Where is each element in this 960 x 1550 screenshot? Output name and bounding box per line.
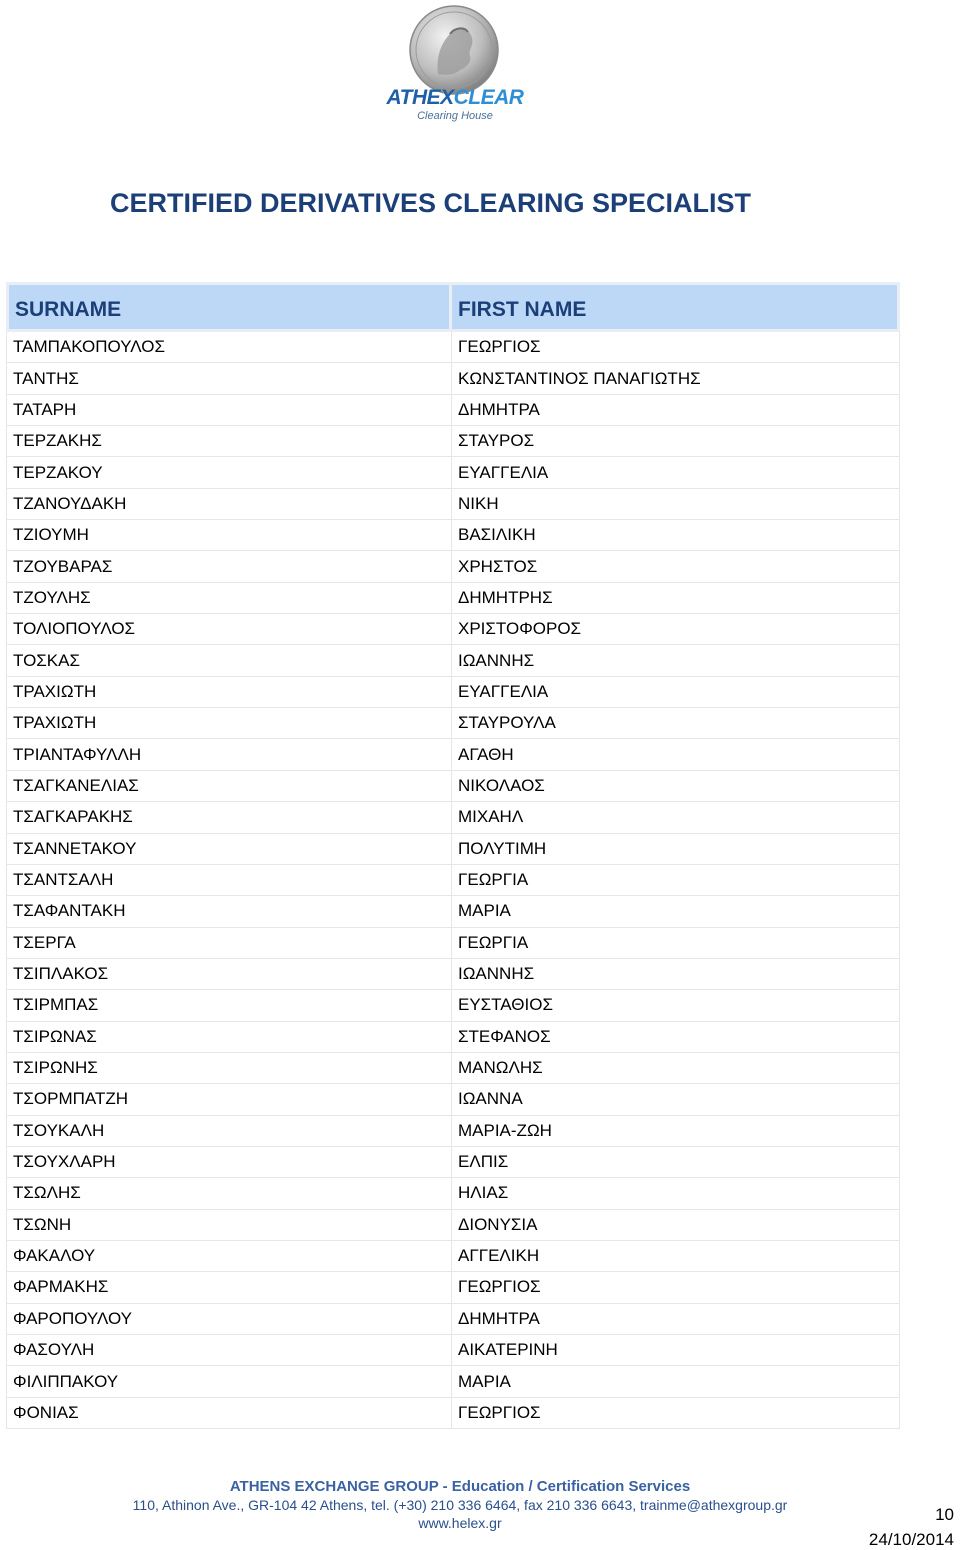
first-name-cell: ΓΕΩΡΓΙΟΣ [452, 332, 900, 363]
logo-word-clear: CLEAR [453, 86, 524, 109]
table-row [6, 363, 900, 394]
table-row [6, 1178, 900, 1209]
surname-cell: ΤΣΟΥΧΛΑΡΗ [6, 1147, 452, 1178]
table-body [6, 332, 900, 1429]
page-number: 10 [935, 1505, 954, 1524]
first-name-cell: ΜΙΧΑΗΛ [452, 802, 900, 833]
surname-cell: ΤΣΑΓΚΑΡΑΚΗΣ [6, 802, 452, 833]
first-name-cell: ΔΗΜΗΤΡΑ [452, 1304, 900, 1335]
surname-cell: ΤΑΤΑΡΗ [6, 395, 452, 426]
coin-emblem-icon [408, 4, 500, 96]
surname-cell: ΤΣΕΡΓΑ [6, 928, 452, 959]
first-name-cell: ΕΛΠΙΣ [452, 1147, 900, 1178]
first-name-cell: ΓΕΩΡΓΙΑ [452, 865, 900, 896]
first-name-cell: ΧΡΗΣΤΟΣ [452, 551, 900, 582]
first-name-cell: ΔΗΜΗΤΡΑ [452, 395, 900, 426]
table-row [6, 865, 900, 896]
table-row [6, 896, 900, 927]
surname-cell: ΤΡΙΑΝΤΑΦΥΛΛΗ [6, 739, 452, 770]
table-row [6, 1210, 900, 1241]
column-header-surname: SURNAME [6, 282, 452, 332]
surname-cell: ΦΙΛΙΠΠΑΚΟΥ [6, 1366, 452, 1397]
table-row [6, 1022, 900, 1053]
footer-org-line: ATHENS EXCHANGE GROUP - Education / Certification Services [229, 1478, 691, 1495]
logo-word-athex: ATHEX [386, 86, 454, 109]
surname-cell: ΤΟΛΙΟΠΟΥΛΟΣ [6, 614, 452, 645]
first-name-cell: ΝΙΚΗ [452, 489, 900, 520]
surname-cell: ΤΣΩΛΗΣ [6, 1178, 452, 1209]
surname-cell: ΤΣΩΝΗ [6, 1210, 452, 1241]
surname-cell: ΤΖΑΝΟΥΔΑΚΗ [6, 489, 452, 520]
footer-address-line: 110, Athinon Ave., GR-104 42 Athens, tel. (+30) 210 336 6464, fax 210 336 6643, trainme@athexgroup.gr [132, 1497, 788, 1513]
table-row [6, 1053, 900, 1084]
table-row [6, 1335, 900, 1366]
table-row [6, 959, 900, 990]
surname-cell: ΦΑΡΜΑΚΗΣ [6, 1272, 452, 1303]
first-name-cell: ΜΑΡΙΑ-ΖΩΗ [452, 1116, 900, 1147]
table-row [6, 677, 900, 708]
first-name-cell: ΙΩΑΝΝΗΣ [452, 959, 900, 990]
page-date: 24/10/2014 [868, 1530, 954, 1549]
table-row [6, 990, 900, 1021]
first-name-cell: ΣΤΑΥΡΟΣ [452, 426, 900, 457]
surname-cell: ΤΣΑΝΝΕΤΑΚΟΥ [6, 834, 452, 865]
surname-cell: ΤΖΟΥΛΗΣ [6, 583, 452, 614]
table-row [6, 771, 900, 802]
athexclear-logo [380, 4, 530, 124]
surname-cell: ΤΟΣΚΑΣ [6, 645, 452, 676]
table-row [6, 520, 900, 551]
first-name-cell: ΜΑΝΩΛΗΣ [452, 1053, 900, 1084]
table-row [6, 614, 900, 645]
table-row [6, 708, 900, 739]
surname-cell: ΤΡΑΧΙΩΤΗ [6, 677, 452, 708]
first-name-cell: ΜΑΡΙΑ [452, 1366, 900, 1397]
first-name-cell: ΗΛΙΑΣ [452, 1178, 900, 1209]
surname-cell: ΤΕΡΖΑΚΟΥ [6, 457, 452, 488]
surname-cell: ΤΡΑΧΙΩΤΗ [6, 708, 452, 739]
table-row [6, 1116, 900, 1147]
table-row [6, 551, 900, 582]
first-name-cell: ΑΙΚΑΤΕΡΙΝΗ [452, 1335, 900, 1366]
surname-cell: ΤΑΝΤΗΣ [6, 363, 452, 394]
surname-cell: ΦΟΝΙΑΣ [6, 1398, 452, 1429]
table-row [6, 1272, 900, 1303]
first-name-cell: ΙΩΑΝΝΑ [452, 1084, 900, 1115]
surname-cell: ΤΣΑΦΑΝΤΑΚΗ [6, 896, 452, 927]
surname-cell: ΦΑΣΟΥΛΗ [6, 1335, 452, 1366]
first-name-cell: ΕΥΑΓΓΕΛΙΑ [452, 457, 900, 488]
surname-cell: ΤΣΙΠΛΑΚΟΣ [6, 959, 452, 990]
first-name-cell: ΧΡΙΣΤΟΦΟΡΟΣ [452, 614, 900, 645]
footer-website: www.helex.gr [418, 1515, 502, 1531]
surname-cell: ΤΣΙΡΩΝΗΣ [6, 1053, 452, 1084]
first-name-cell: ΠΟΛΥΤΙΜΗ [452, 834, 900, 865]
table-row [6, 489, 900, 520]
surname-cell: ΤΣΟΥΚΑΛΗ [6, 1116, 452, 1147]
logo-wordmark [380, 86, 530, 110]
table-row [6, 395, 900, 426]
table-header-row [6, 282, 900, 332]
first-name-cell: ΑΓΑΘΗ [452, 739, 900, 770]
first-name-cell: ΕΥΑΓΓΕΛΙΑ [452, 677, 900, 708]
table-row [6, 1304, 900, 1335]
first-name-cell: ΓΕΩΡΓΙΑ [452, 928, 900, 959]
surname-cell: ΤΣΙΡΜΠΑΣ [6, 990, 452, 1021]
first-name-cell: ΣΤΕΦΑΝΟΣ [452, 1022, 900, 1053]
surname-cell: ΤΣΑΓΚΑΝΕΛΙΑΣ [6, 771, 452, 802]
table-row [6, 645, 900, 676]
page-title: CERTIFIED DERIVATIVES CLEARING SPECIALIST [110, 188, 752, 218]
first-name-cell: ΣΤΑΥΡΟΥΛΑ [452, 708, 900, 739]
first-name-cell: ΕΥΣΤΑΘΙΟΣ [452, 990, 900, 1021]
table-row [6, 802, 900, 833]
first-name-cell: ΔΙΟΝΥΣΙΑ [452, 1210, 900, 1241]
table-row [6, 1366, 900, 1397]
table-row [6, 426, 900, 457]
first-name-cell: ΓΕΩΡΓΙΟΣ [452, 1272, 900, 1303]
first-name-cell: ΑΓΓΕΛΙΚΗ [452, 1241, 900, 1272]
first-name-cell: ΝΙΚΟΛΑΟΣ [452, 771, 900, 802]
table-row [6, 583, 900, 614]
surname-cell: ΤΣΟΡΜΠΑΤΖΗ [6, 1084, 452, 1115]
surname-cell: ΦΑΚΑΛΟΥ [6, 1241, 452, 1272]
surname-cell: ΦΑΡΟΠΟΥΛΟΥ [6, 1304, 452, 1335]
table-row [6, 834, 900, 865]
first-name-cell: ΓΕΩΡΓΙΟΣ [452, 1398, 900, 1429]
table-row [6, 928, 900, 959]
surname-cell: ΤΖΟΥΒΑΡΑΣ [6, 551, 452, 582]
surname-cell: ΤΣΙΡΩΝΑΣ [6, 1022, 452, 1053]
table-row [6, 457, 900, 488]
table-row [6, 1398, 900, 1429]
surname-cell: ΤΖΙΟΥΜΗ [6, 520, 452, 551]
names-table [6, 282, 900, 1429]
first-name-cell: ΚΩΝΣΤΑΝΤΙΝΟΣ ΠΑΝΑΓΙΩΤΗΣ [452, 363, 900, 394]
column-header-first-name: FIRST NAME [452, 282, 900, 332]
first-name-cell: ΜΑΡΙΑ [452, 896, 900, 927]
table-row [6, 1084, 900, 1115]
table-row [6, 739, 900, 770]
footer [70, 1478, 850, 1531]
surname-cell: ΤΕΡΖΑΚΗΣ [6, 426, 452, 457]
surname-cell: ΤΑΜΠΑΚΟΠΟΥΛΟΣ [6, 332, 452, 363]
table-row [6, 332, 900, 363]
logo-subtitle: Clearing House [417, 110, 493, 122]
first-name-cell: ΒΑΣΙΛΙΚΗ [452, 520, 900, 551]
first-name-cell: ΔΗΜΗΤΡΗΣ [452, 583, 900, 614]
surname-cell: ΤΣΑΝΤΣΑΛΗ [6, 865, 452, 896]
table-row [6, 1147, 900, 1178]
table-row [6, 1241, 900, 1272]
first-name-cell: ΙΩΑΝΝΗΣ [452, 645, 900, 676]
